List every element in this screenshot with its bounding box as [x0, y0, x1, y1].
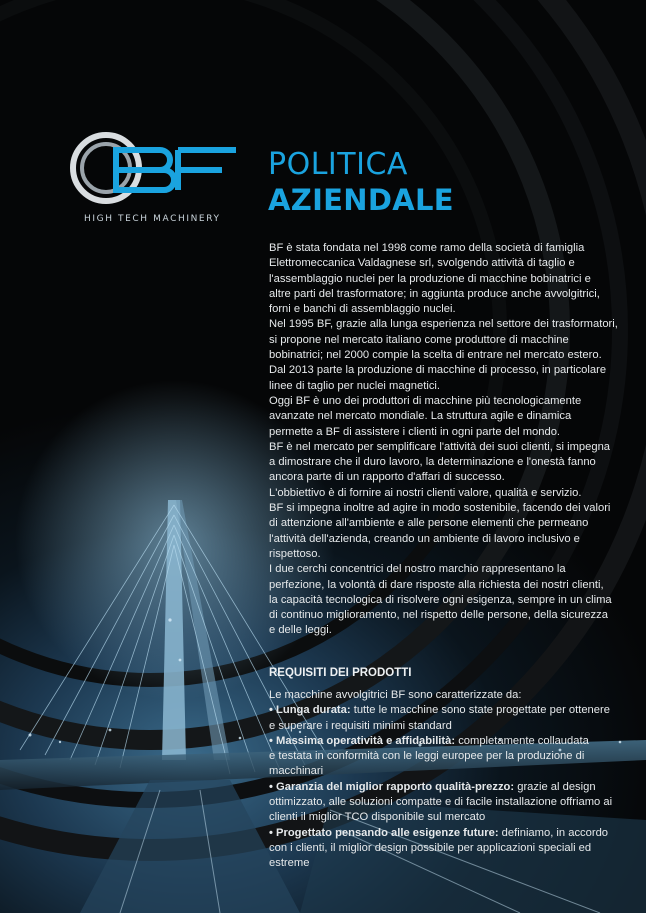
requirement-label: • Garanzia del miglior rapporto qualità-prezzo:	[269, 780, 515, 793]
body-line: Dal 2013 parte la produzione di macchine di processo, in particolare	[269, 364, 607, 377]
requirements-list	[269, 688, 621, 872]
requirement-text: completamente collaudata	[455, 734, 589, 747]
requirements-heading: REQUISITI DEI PRODOTTI	[269, 667, 412, 679]
body-line: L'obbiettivo è di fornire ai nostri clienti valore, qualità e servizio.	[269, 486, 582, 499]
requirement-item	[269, 826, 621, 841]
body-line: rispettoso.	[269, 547, 321, 560]
requirement-text: e superare i requisiti minimi standard	[269, 719, 452, 732]
requirement-label: • Massima operatività e affidabilità:	[269, 734, 456, 747]
body-line: BF si impegna inoltre ad agire in modo sostenibile, facendo dei valori	[269, 502, 611, 515]
body-line: altre parti del trasformatore; in aggiunta produce anche avvolgitrici,	[269, 287, 600, 300]
body-line: di continuo miglioramento, nel rispetto delle persone, della sicurezza	[269, 609, 608, 622]
body-line: l'attività dell'azienda, creando un ambiente di lavoro inclusivo e	[269, 532, 580, 545]
requirement-item	[269, 703, 621, 718]
body-line: a dimostrare che il duro lavoro, la determinazione e l'onestà fanno	[269, 456, 596, 469]
page-title-line1: POLITICA	[268, 147, 408, 182]
body-line: si propone nel mercato italiano come produttore di macchine	[269, 333, 569, 346]
body-line: avanzate nel mercato mondiale. La struttura agile e dinamica	[269, 410, 572, 423]
body-line: forni e banchi di assemblaggio nuclei.	[269, 303, 456, 316]
requirement-text: clienti il miglior TCO disponibile sul mercato	[269, 811, 486, 824]
body-line: permette a BF di assistere i clienti in ogni parte del mondo.	[269, 425, 561, 438]
body-line: BF è nel mercato per semplificare l'attività dei suoi clienti, si impegna	[269, 440, 611, 453]
requirement-text: definiamo, in accordo	[498, 826, 609, 839]
requirement-text: e testata in conformità con le leggi europee per la produzione di	[269, 750, 585, 763]
body-line: Elettromeccanica Valdagnese srl, svolgendo attività di taglio e	[269, 257, 575, 270]
body-line: bobinatrici; nel 2000 compie la scelta di entrare nel mercato estero.	[269, 349, 602, 362]
requirement-text: tutte le macchine sono state progettate per ottenere	[350, 704, 610, 717]
body-line: Oggi BF è uno dei produttori di macchine più tecnologicamente	[269, 394, 582, 407]
body-line: e delle leggi.	[269, 624, 332, 637]
requirement-item	[269, 780, 621, 795]
policy-body-text	[269, 241, 621, 639]
body-line: di attenzione all'ambiente e alle persone elementi che permeano	[269, 517, 589, 530]
body-line: Nel 1995 BF, grazie alla lunga esperienza nel settore dei trasformatori,	[269, 318, 618, 331]
logo-tagline: HIGH TECH MACHINERY	[84, 214, 221, 224]
body-line: l'assemblaggio nuclei per la produzione di macchine bobinatrici e	[269, 272, 591, 285]
page-title-line2: AZIENDALE	[268, 183, 454, 217]
requirement-text: con i clienti, il miglior design possibile per applicazioni speciali ed	[269, 841, 592, 854]
requirement-text: estreme	[269, 857, 310, 870]
requirement-text: macchinari	[269, 765, 324, 778]
requirements-intro: Le macchine avvolgitrici BF sono caratterizzate da:	[269, 689, 522, 701]
requirement-label: • Lunga durata:	[269, 704, 351, 717]
requirement-item	[269, 734, 621, 749]
bf-logo	[66, 128, 242, 228]
body-line: BF è stata fondata nel 1998 come ramo della società di famiglia	[269, 242, 585, 254]
body-line: linee di taglio per nuclei magnetici.	[269, 379, 441, 392]
body-line: ancora parte di un rapporto d'affari di successo.	[269, 471, 505, 484]
body-line: perfezione, la volontà di dare risposte alla richiesta dei nostri clienti,	[269, 578, 604, 591]
body-line: la capacità tecnologica di risolvere ogni esigenza, sempre in un clima	[269, 593, 612, 606]
requirement-text: grazie al design	[514, 780, 596, 793]
requirement-text: ottimizzato, alle soluzioni compatte e di facile installazione offriamo ai	[269, 796, 613, 809]
requirement-label: • Progettato pensando alle esigenze future:	[269, 826, 499, 839]
body-line: I due cerchi concentrici del nostro marchio rappresentano la	[269, 563, 566, 576]
